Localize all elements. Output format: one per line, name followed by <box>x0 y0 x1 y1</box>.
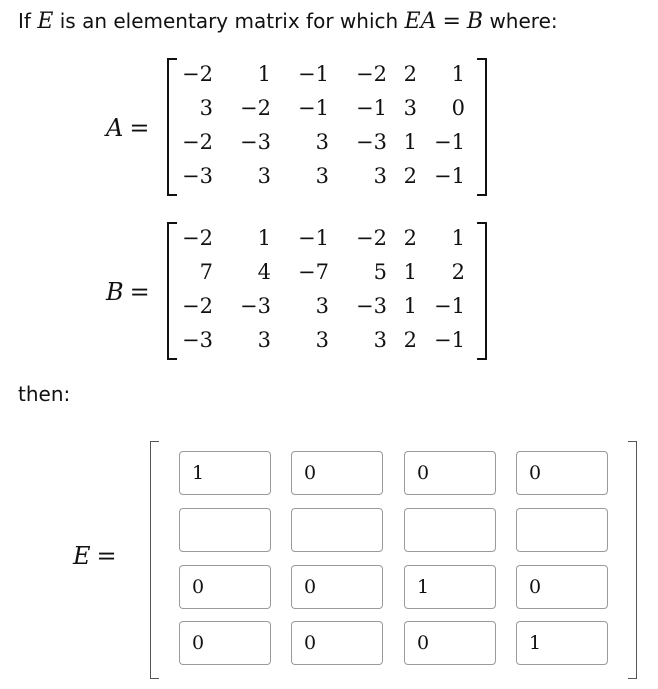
matrix-e-input-r4-c3[interactable] <box>404 621 496 665</box>
matrix-b-cell-r2-c1: 7 <box>199 260 213 284</box>
matrix-a-equals: = <box>129 114 150 142</box>
matrix-b-cell-r1-c5: 2 <box>403 226 417 250</box>
prompt-text-2: is an elementary matrix for which <box>59 9 399 33</box>
matrix-a-cell-r2-c4: −1 <box>356 96 387 120</box>
matrix-b-cell-r3-c2: −3 <box>240 294 271 318</box>
matrix-b <box>167 222 487 360</box>
matrix-a-cell-r2-c3: −1 <box>298 96 329 120</box>
matrix-e-input-r4-c4[interactable] <box>516 621 608 665</box>
matrix-b-cell-r1-c3: −1 <box>298 226 329 250</box>
matrix-b-cell-r1-c6: 1 <box>451 226 465 250</box>
matrix-b-cell-r4-c1: −3 <box>182 328 213 352</box>
matrix-b-equals: = <box>129 278 150 306</box>
matrix-a-cell-r4-c2: 3 <box>257 164 271 188</box>
matrix-b-cell-r4-c5: 2 <box>403 328 417 352</box>
matrix-e-label <box>73 542 117 570</box>
problem-statement <box>18 9 558 34</box>
matrix-b-right-bracket <box>477 222 487 360</box>
matrix-b-cell-r1-c4: −2 <box>356 226 387 250</box>
then-label: then: <box>18 382 71 406</box>
prompt-text-3: where: <box>489 9 558 33</box>
matrix-e-input-r1-c2[interactable] <box>291 451 383 495</box>
matrix-e-input-r1-c1[interactable] <box>179 451 271 495</box>
matrix-a-cell-r2-c2: −2 <box>240 96 271 120</box>
matrix-b-cell-r3-c1: −2 <box>182 294 213 318</box>
matrix-a-cell-r1-c3: −1 <box>298 62 329 86</box>
matrix-a-cell-r3-c1: −2 <box>182 130 213 154</box>
matrix-e-input-r3-c3[interactable] <box>404 565 496 609</box>
matrix-a <box>167 58 487 196</box>
matrix-a-cell-r4-c6: −1 <box>434 164 465 188</box>
matrix-b-cell-r2-c5: 1 <box>403 260 417 284</box>
matrix-a-cell-r4-c4: 3 <box>373 164 387 188</box>
matrix-b-cell-r3-c5: 1 <box>403 294 417 318</box>
matrix-b-name: B <box>106 278 124 306</box>
matrix-a-cell-r4-c3: 3 <box>315 164 329 188</box>
matrix-b-cell-r3-c6: −1 <box>434 294 465 318</box>
matrix-b-cell-r1-c1: −2 <box>182 226 213 250</box>
matrix-e-input-r2-c3[interactable] <box>404 508 496 552</box>
matrix-b-cell-r2-c4: 5 <box>373 260 387 284</box>
matrix-b-cell-r4-c6: −1 <box>434 328 465 352</box>
matrix-b-cell-r2-c3: −7 <box>298 260 329 284</box>
matrix-a-cell-r1-c5: 2 <box>403 62 417 86</box>
matrix-e-input-r3-c2[interactable] <box>291 565 383 609</box>
matrix-a-cell-r3-c5: 1 <box>403 130 417 154</box>
matrix-a-cell-r4-c1: −3 <box>182 164 213 188</box>
matrix-e-input-r4-c2[interactable] <box>291 621 383 665</box>
matrix-e-input-r4-c1[interactable] <box>179 621 271 665</box>
matrix-b-cell-r4-c2: 3 <box>257 328 271 352</box>
matrix-b-cell-r4-c4: 3 <box>373 328 387 352</box>
matrix-b-label <box>106 278 150 306</box>
prompt-product-ea: EA <box>404 9 437 34</box>
matrix-a-right-bracket <box>477 58 487 196</box>
matrix-a-name: A <box>106 114 124 142</box>
matrix-a-cell-r3-c4: −3 <box>356 130 387 154</box>
matrix-a-cell-r1-c1: −2 <box>182 62 213 86</box>
matrix-b-cell-r1-c2: 1 <box>257 226 271 250</box>
matrix-e-left-bracket <box>150 441 159 679</box>
matrix-e-input-r3-c4[interactable] <box>516 565 608 609</box>
matrix-e-input-r2-c4[interactable] <box>516 508 608 552</box>
matrix-e-right-bracket <box>628 441 637 679</box>
matrix-a-cell-r2-c5: 3 <box>403 96 417 120</box>
matrix-a-cell-r3-c6: −1 <box>434 130 465 154</box>
matrix-e-input-r1-c3[interactable] <box>404 451 496 495</box>
matrix-a-cell-r2-c6: 0 <box>451 96 465 120</box>
matrix-a-cell-r4-c5: 2 <box>403 164 417 188</box>
matrix-e-input-r3-c1[interactable] <box>179 565 271 609</box>
matrix-e-name: E <box>73 542 91 570</box>
matrix-e-equals: = <box>96 542 117 570</box>
matrix-a-cell-r1-c2: 1 <box>257 62 271 86</box>
prompt-text-1: If <box>18 9 31 33</box>
matrix-b-cell-r2-c6: 2 <box>451 260 465 284</box>
matrix-a-cell-r1-c4: −2 <box>356 62 387 86</box>
matrix-b-cell-r3-c3: 3 <box>315 294 329 318</box>
matrix-a-cell-r3-c2: −3 <box>240 130 271 154</box>
matrix-e-input-r2-c2[interactable] <box>291 508 383 552</box>
prompt-var-e: E <box>37 9 54 34</box>
matrix-a-label <box>106 114 149 142</box>
matrix-e-input-r1-c4[interactable] <box>516 451 608 495</box>
matrix-a-cell-r1-c6: 1 <box>451 62 465 86</box>
prompt-equals: = <box>442 9 461 34</box>
matrix-a-cell-r2-c1: 3 <box>199 96 213 120</box>
matrix-b-cell-r4-c3: 3 <box>315 328 329 352</box>
matrix-b-cell-r2-c2: 4 <box>257 260 271 284</box>
matrix-b-cell-r3-c4: −3 <box>356 294 387 318</box>
matrix-a-cell-r3-c3: 3 <box>315 130 329 154</box>
matrix-e-input-r2-c1[interactable] <box>179 508 271 552</box>
prompt-var-b: B <box>466 9 484 34</box>
